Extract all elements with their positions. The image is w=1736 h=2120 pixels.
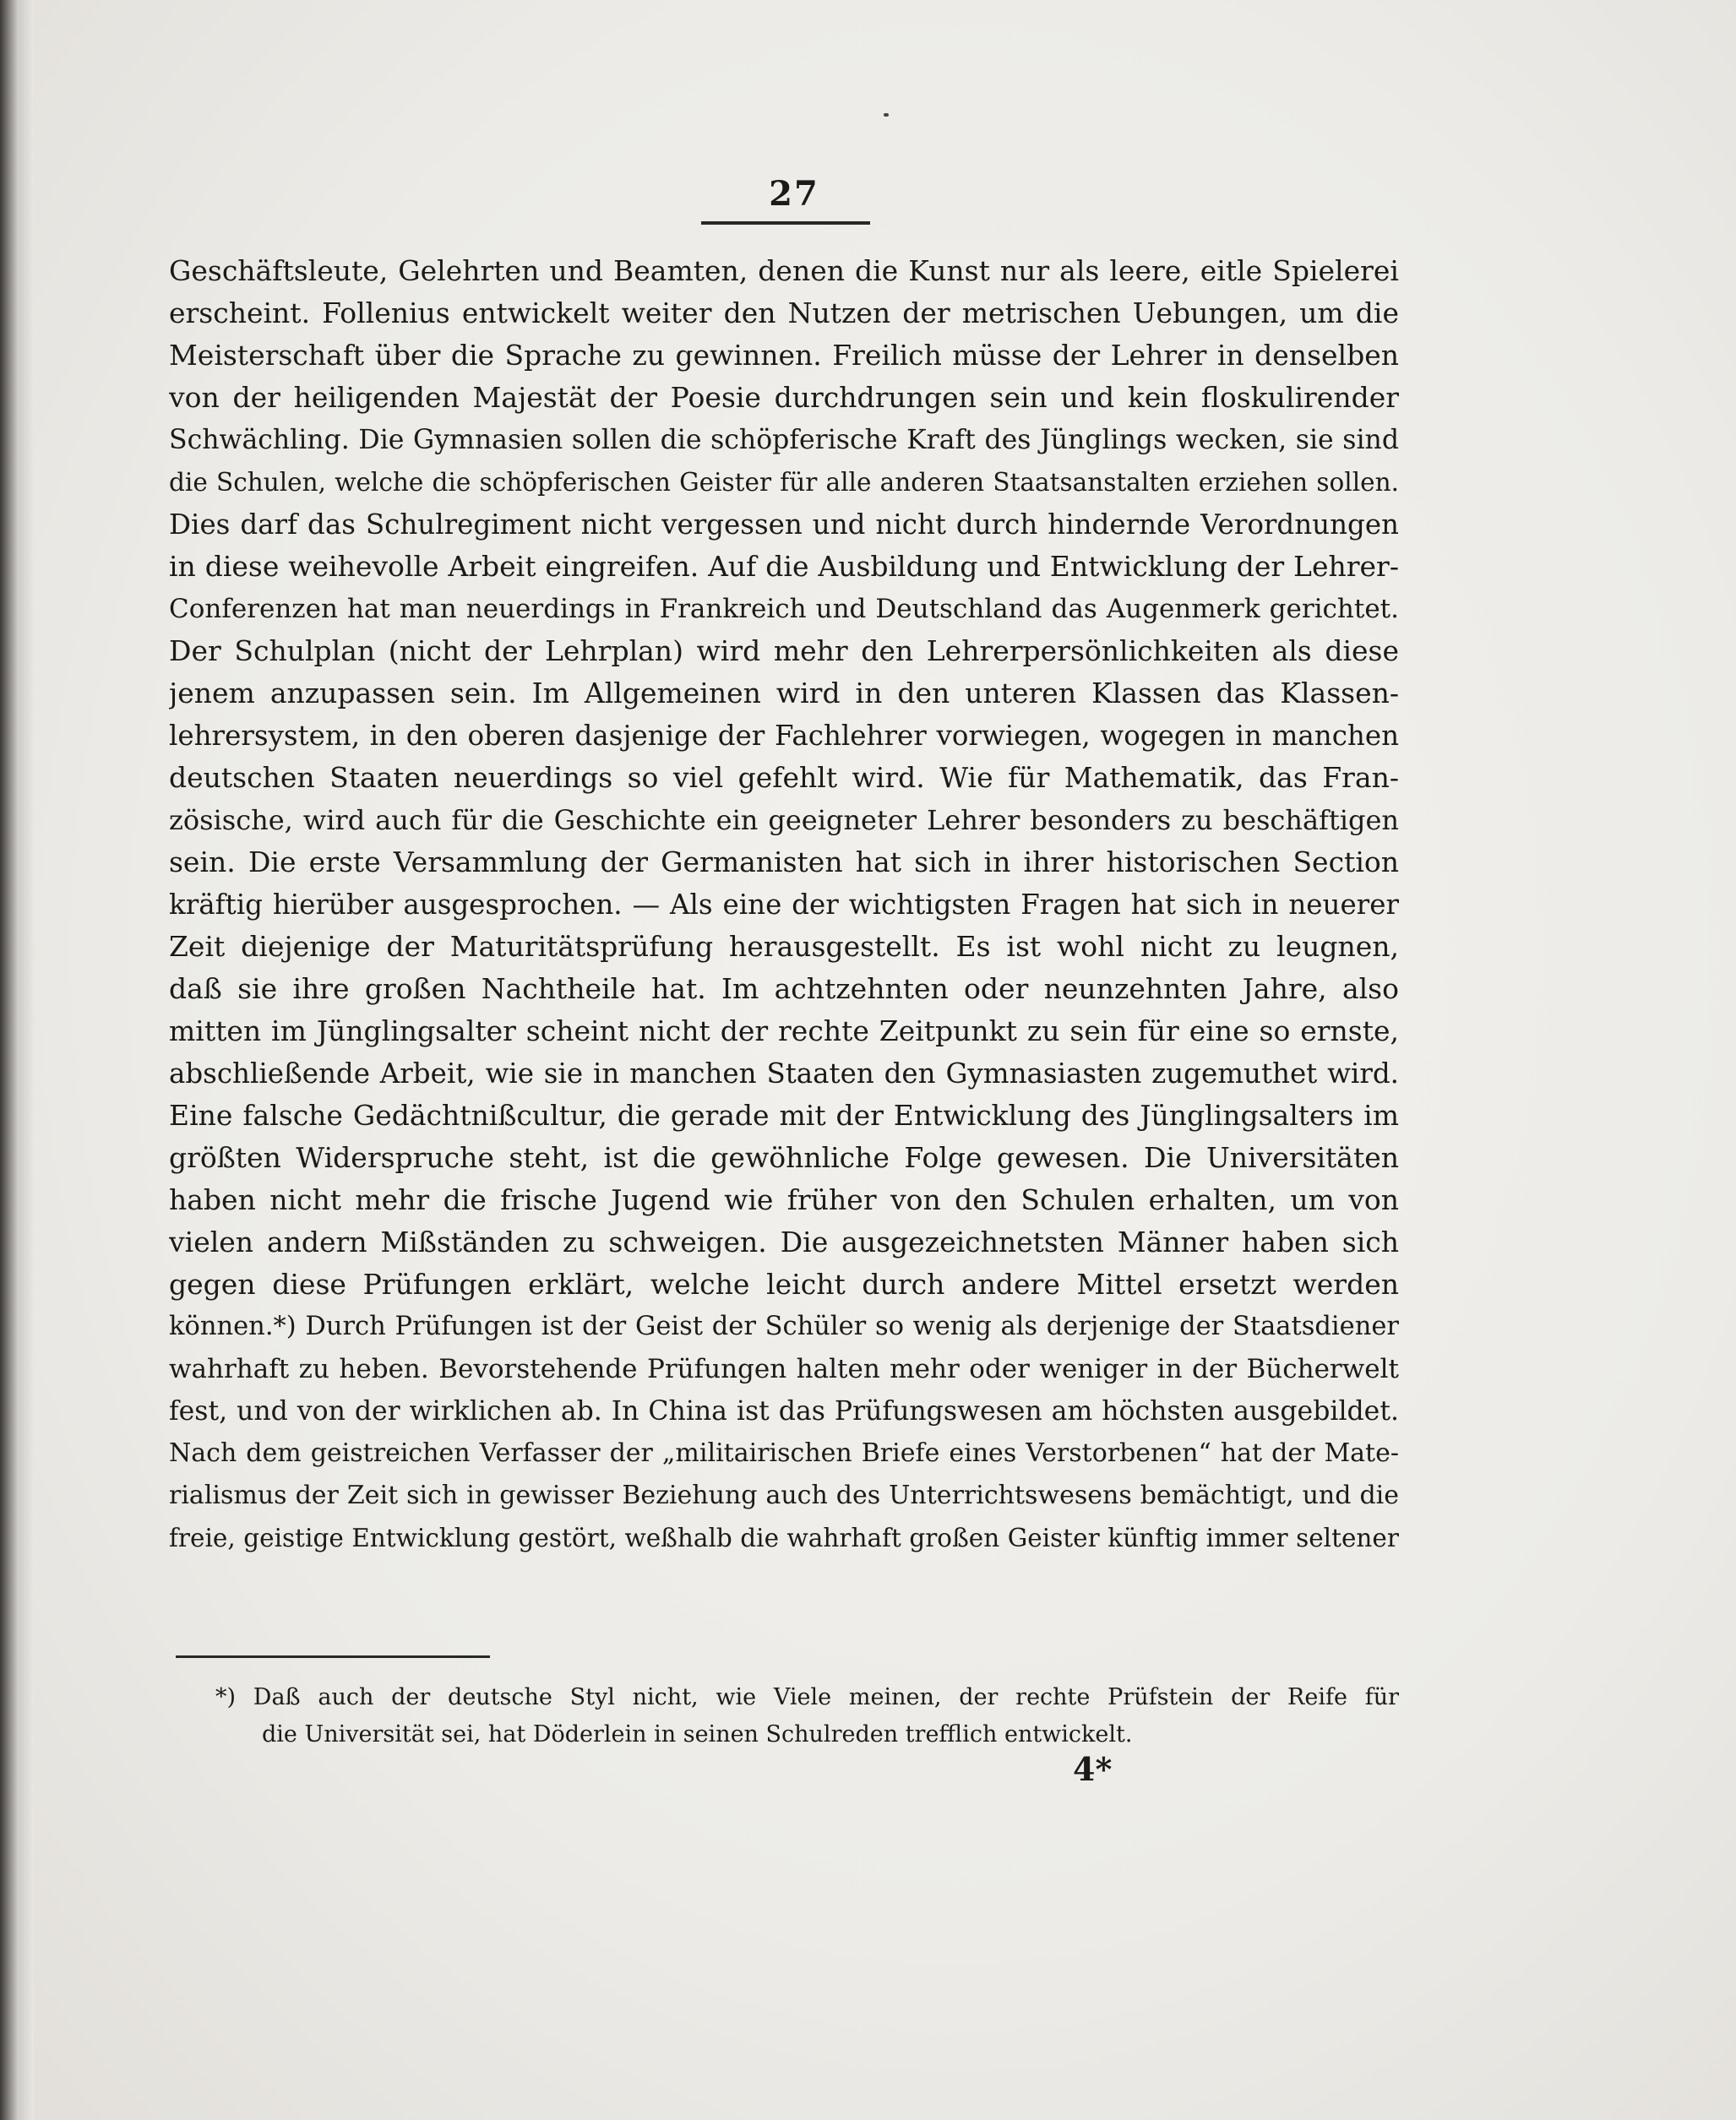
text-line: Geschäftsleute, Gelehrten und Beamten, denen die Kunst nur als leere, eitle Spielerei — [169, 254, 1399, 287]
page-number: 27 — [769, 174, 819, 214]
text-line: zösische, wird auch für die Geschichte ein geeigneter Lehrer besonders zu beschäftigen — [169, 804, 1399, 836]
binding-edge — [0, 0, 19, 2120]
text-line: haben nicht mehr die frische Jugend wie früher von den Schulen erhalten, um von — [169, 1183, 1399, 1216]
text-line: vielen andern Mißständen zu schweigen. Die ausgezeichnetsten Männer haben sich — [169, 1226, 1399, 1258]
text-line: jenem anzupassen sein. Im Allgemeinen wird in den unteren Klassen das Klassen- — [169, 677, 1399, 709]
ink-speck — [884, 113, 889, 117]
footnote — [215, 1679, 1399, 1753]
binding-edge-shadow — [19, 0, 34, 2120]
footnote-rule — [176, 1655, 490, 1658]
text-line: fest, und von der wirklichen ab. In China ist das Prüfungswesen am höchsten ausgebildet. — [169, 1396, 1399, 1427]
text-line: wahrhaft zu heben. Bevorstehende Prüfungen halten mehr oder weniger in der Bücherwelt — [169, 1354, 1399, 1384]
text-line: mitten im Jünglingsalter scheint nicht der rechte Zeitpunkt zu sein für eine so ernste, — [169, 1014, 1399, 1047]
text-line: können.*) Durch Prüfungen ist der Geist der Schüler so wenig als derjenige der Staatsdiener — [169, 1312, 1399, 1341]
text-line: Zeit diejenige der Maturitätsprüfung herausgestellt. Es ist wohl nicht zu leugnen, — [169, 930, 1399, 963]
text-line: Conferenzen hat man neuerdings in Frankreich und Deutschland das Augenmerk gerichtet. — [169, 594, 1399, 624]
footnote-line: die Universität sei, hat Döderlein in seinen Schulreden trefflich entwickelt. — [262, 1721, 1133, 1748]
text-line: Meisterschaft über die Sprache zu gewinnen. Freilich müsse der Lehrer in denselben — [169, 339, 1399, 372]
text-line: Schwächling. Die Gymnasien sollen die schöpferische Kraft des Jünglings wecken, sie sind — [169, 425, 1399, 455]
signature-mark: 4* — [1073, 1750, 1113, 1788]
text-line: größten Widerspruche steht, ist die gewöhnliche Folge gewesen. Die Universitäten — [169, 1141, 1399, 1174]
text-line: deutschen Staaten neuerdings so viel gefehlt wird. Wie für Mathematik, das Fran- — [169, 761, 1399, 794]
text-line: sein. Die erste Versammlung der Germanisten hat sich in ihrer historischen Section — [169, 845, 1399, 878]
text-line: Eine falsche Gedächtnißcultur, die gerade mit der Entwicklung des Jünglingsalters im — [169, 1099, 1399, 1132]
text-line: freie, geistige Entwicklung gestört, weßhalb die wahrhaft großen Geister künftig immer seltener — [169, 1524, 1399, 1552]
text-line: von der heiligenden Majestät der Poesie durchdrungen sein und kein floskulirender — [169, 381, 1399, 414]
text-line: kräftig hierüber ausgesprochen. — Als eine der wichtigsten Fragen hat sich in neuerer — [169, 889, 1399, 921]
text-line: die Schulen, welche die schöpferischen Geister für alle anderen Staatsanstalten erziehen sollen. — [169, 468, 1399, 497]
header-rule — [701, 221, 870, 225]
text-line: Nach dem geistreichen Verfasser der „militairischen Briefe eines Verstorbenen“ hat der Mate- — [169, 1438, 1399, 1468]
text-line: daß sie ihre großen Nachtheile hat. Im achtzehnten oder neunzehnten Jahre, also — [169, 972, 1399, 1005]
text-line: Der Schulplan (nicht der Lehrplan) wird mehr den Lehrerpersönlichkeiten als diese — [169, 634, 1399, 667]
text-line: abschließende Arbeit, wie sie in manchen Staaten den Gymnasiasten zugemuthet wird. — [169, 1057, 1399, 1090]
text-line: erscheint. Follenius entwickelt weiter den Nutzen der metrischen Uebungen, um die — [169, 296, 1399, 329]
body-text — [169, 250, 1399, 1559]
text-line: rialismus der Zeit sich in gewisser Beziehung auch des Unterrichtswesens bemächtigt, und die — [169, 1481, 1399, 1510]
text-line: gegen diese Prüfungen erklärt, welche leicht durch andere Mittel ersetzt werden — [169, 1268, 1399, 1301]
text-line: Dies darf das Schulregiment nicht vergessen und nicht durch hindernde Verordnungen — [169, 508, 1399, 541]
text-line: in diese weihevolle Arbeit eingreifen. Auf die Ausbildung und Entwicklung der Lehrer- — [169, 550, 1399, 583]
footnote-line: *) Daß auch der deutsche Styl nicht, wie Viele meinen, der rechte Prüfstein der Reife für — [215, 1684, 1399, 1710]
text-line: lehrersystem, in den oberen dasjenige der Fachlehrer vorwiegen, wogegen in manchen — [169, 720, 1399, 752]
